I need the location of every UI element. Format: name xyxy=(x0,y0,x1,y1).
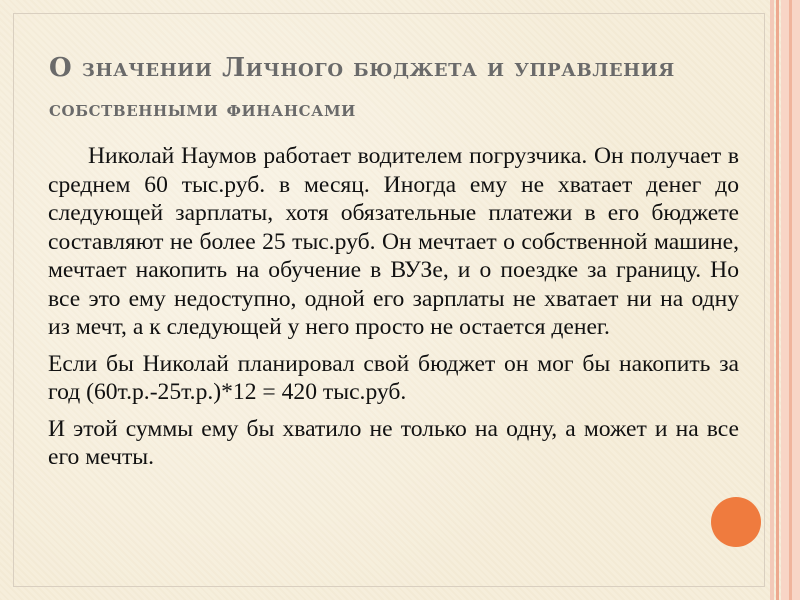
decorative-circle xyxy=(711,497,761,547)
paragraph-calculation: Если бы Николай планировал свой бюджет он мог бы накопить за год (60т.р.-25т.р.)*12 = 420 тыс.руб. xyxy=(48,350,739,405)
stripe xyxy=(789,0,792,600)
title-line-1: О значении Личного бюджета и управления xyxy=(49,53,675,83)
stripe xyxy=(776,0,779,600)
slide-body xyxy=(48,142,739,480)
decorative-stripes xyxy=(770,0,800,600)
title-line-2: собственными финансами xyxy=(49,96,356,122)
stripe xyxy=(770,0,774,600)
paragraph-story: Николай Наумов работает водителем погрузчика. Он получает в среднем 60 тыс.руб. в месяц. Иногда ему не хватает денег до следующей зарплаты, хотя обязательные платежи в его бюджете составляют не более 25 тыс.руб. Он мечтает о собственной машине, мечтает накопить на обучение в ВУЗе, и о поездке за границу. Но все это ему недоступно, одной его зарплаты не хватает ни на одну из мечт, а к следующей у него просто не остается денег. xyxy=(48,143,739,340)
paragraph-conclusion: И этой суммы ему бы хватило не только на одну, а может и на все его мечты. xyxy=(48,415,739,470)
slide-title xyxy=(49,48,749,129)
